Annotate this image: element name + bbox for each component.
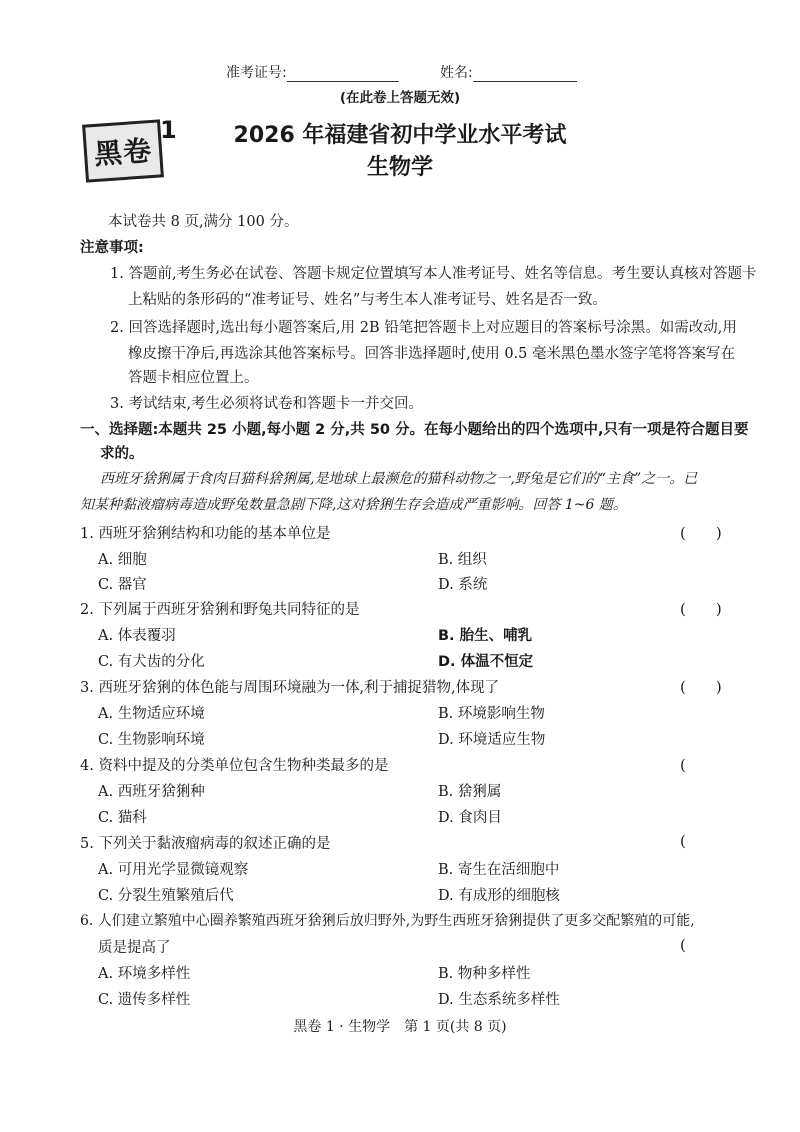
note-2-line-3: 答题卡相应位置上。	[128, 370, 259, 386]
note-1-line-1: 1. 答题前,考生务必在试卷、答题卡规定位置填写本人准考证号、姓名等信息。考生要认真核对答题卡	[110, 266, 757, 282]
badge-number: 1	[160, 116, 177, 144]
question-2-option-a[interactable]: A. 体表覆羽	[98, 628, 176, 644]
question-3-option-b[interactable]: B. 环境影响生物	[438, 706, 545, 722]
invalid-note: (在此卷上答题无效)	[339, 90, 461, 106]
question-2-option-c[interactable]: C. 有犬齿的分化	[98, 654, 205, 670]
note-3-line-1: 3. 考试结束,考生必须将试卷和答题卡一并交回。	[110, 396, 424, 412]
question-3-option-c[interactable]: C. 生物影响环境	[98, 732, 205, 748]
question-1-option-b[interactable]: B. 组织	[438, 552, 487, 568]
question-4-stem: 4. 资料中提及的分类单位包含生物种类最多的是	[80, 758, 389, 774]
name-field	[440, 62, 577, 82]
note-2-line-2: 橡皮擦干净后,再选涂其他答案标号。回答非选择题时,使用 0.5 毫米黑色墨水签字笔将答案写在	[128, 346, 735, 362]
question-6-option-d[interactable]: D. 生态系统多样性	[438, 992, 560, 1008]
question-1-option-c[interactable]: C. 器官	[98, 577, 147, 593]
section-1-line-2: 求的。	[100, 446, 144, 462]
question-1-option-d[interactable]: D. 系统	[438, 577, 488, 593]
question-3-option-d[interactable]: D. 环境适应生物	[438, 732, 546, 748]
question-6-answer-paren: (	[680, 936, 686, 954]
exam-id-label: 准考证号:	[226, 65, 287, 81]
exam-title: 2026 年福建省初中学业水平考试	[233, 123, 567, 148]
section-1-line-1: 一、选择题:本题共 25 小题,每小题 2 分,共 50 分。在每小题给出的四个选项中,只有一项是符合题目要	[80, 422, 749, 438]
notes-heading: 注意事项:	[80, 240, 144, 256]
passage-line-1: 西班牙猞猁属于食肉目猫科猞猁属,是地球上最濒危的猫科动物之一,野兔是它们的“主食”之一。已	[100, 471, 698, 487]
exam-id-field	[226, 62, 399, 82]
question-2-option-b[interactable]: B. 胎生、哺乳	[438, 628, 533, 644]
question-5-option-d[interactable]: D. 有成形的细胞核	[438, 888, 560, 904]
name-label: 姓名:	[440, 65, 473, 81]
subject-title: 生物学	[366, 155, 433, 180]
question-4-option-c[interactable]: C. 猫科	[98, 810, 147, 826]
question-6-stem-cont: 质是提高了	[98, 940, 171, 956]
question-4-option-b[interactable]: B. 猞猁属	[438, 784, 502, 800]
question-6-option-b[interactable]: B. 物种多样性	[438, 966, 531, 982]
name-blank	[473, 67, 577, 82]
question-6-option-c[interactable]: C. 遗传多样性	[98, 992, 191, 1008]
question-1-option-a[interactable]: A. 细胞	[98, 552, 147, 568]
question-5-option-b[interactable]: B. 寄生在活细胞中	[438, 862, 560, 878]
question-4-option-d[interactable]: D. 食肉目	[438, 810, 502, 826]
question-3-option-a[interactable]: A. 生物适应环境	[98, 706, 205, 722]
exam-id-blank	[287, 67, 399, 82]
question-1-stem: 1. 西班牙猞猁结构和功能的基本单位是	[80, 526, 331, 542]
question-2-option-d[interactable]: D. 体温不恒定	[438, 654, 534, 670]
question-2-answer-paren: ( )	[680, 600, 722, 618]
question-5-option-a[interactable]: A. 可用光学显微镜观察	[98, 862, 249, 878]
question-5-stem: 5. 下列关于黏液瘤病毒的叙述正确的是	[80, 836, 331, 852]
question-4-option-a[interactable]: A. 西班牙猞猁种	[98, 784, 205, 800]
passage-line-2: 知某种黏液瘤病毒造成野兔数量急剧下降,这对猞猁生存会造成严重影响。回答 1~6 题。	[80, 497, 627, 513]
page-footer: 黑卷 1 · 生物学 第 1 页(共 8 页)	[293, 1019, 507, 1035]
question-6-stem: 6. 人们建立繁殖中心圈养繁殖西班牙猞猁后放归野外,为野生西班牙猞猁提供了更多交配繁殖的可能,	[80, 913, 695, 929]
badge-text: 黑卷	[93, 134, 154, 171]
question-3-answer-paren: ( )	[680, 678, 722, 696]
intro-text: 本试卷共 8 页,满分 100 分。	[108, 214, 299, 230]
question-5-answer-paren: (	[680, 832, 686, 850]
note-2-line-1: 2. 回答选择题时,选出每小题答案后,用 2B 铅笔把答题卡上对应题目的答案标号涂黑。如需改动,用	[110, 320, 737, 336]
note-1-line-2: 上粘贴的条形码的“准考证号、姓名”与考生本人准考证号、姓名是否一致。	[128, 292, 607, 308]
question-1-answer-paren: ( )	[680, 524, 722, 542]
question-6-option-a[interactable]: A. 环境多样性	[98, 966, 191, 982]
question-4-answer-paren: (	[680, 756, 716, 774]
question-3-stem: 3. 西班牙猞猁的体色能与周围环境融为一体,利于捕捉猎物,体现了	[80, 680, 500, 696]
question-5-option-c[interactable]: C. 分裂生殖繁殖后代	[98, 888, 234, 904]
question-2-stem: 2. 下列属于西班牙猞猁和野兔共同特征的是	[80, 602, 360, 618]
